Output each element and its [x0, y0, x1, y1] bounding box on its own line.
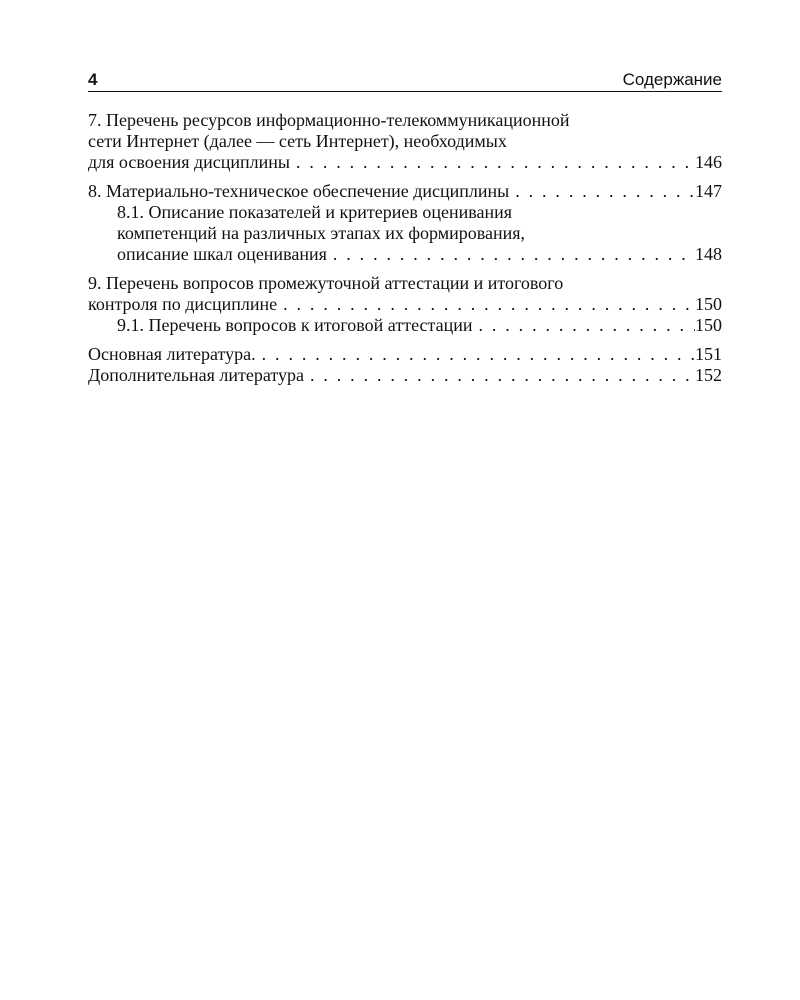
toc-entry-text: контроля по дисциплине [88, 294, 278, 314]
dot-leader [472, 315, 695, 336]
toc-entry-8 [88, 181, 722, 202]
dot-leader [290, 152, 695, 173]
toc-page-number: 146 [695, 152, 722, 172]
toc-page-number: 152 [695, 365, 722, 385]
toc-page-number: 150 [695, 294, 722, 314]
toc-page-number: 150 [695, 315, 722, 335]
running-title: Содержание [622, 70, 722, 89]
toc-entry-8-1 [88, 202, 722, 265]
toc-entry-last-line [88, 181, 722, 202]
toc-entry-text: для освоения дисциплины [88, 152, 291, 172]
toc-entry-last-line [88, 294, 722, 315]
toc-entry-text: 8.1. Описание показателей и критериев оценивания [117, 202, 513, 222]
toc-entry-text: сети Интернет (далее — сеть Интернет), необходимых [88, 131, 507, 151]
dot-leader [509, 181, 695, 202]
toc-entry-last-line [88, 152, 722, 173]
page-number: 4 [88, 70, 98, 89]
toc-entry-9-1 [88, 315, 722, 336]
toc-entry-text: 7. Перечень ресурсов информационно-телекоммуникационной [88, 110, 570, 130]
toc-page-number: 147 [695, 181, 722, 201]
table-of-contents [88, 110, 722, 386]
toc-entry-last-line [117, 315, 722, 336]
dot-leader [277, 294, 695, 315]
toc-page-number: 151 [695, 344, 722, 364]
toc-entry-last-line [117, 244, 722, 265]
toc-entry-9 [88, 273, 722, 315]
toc-entry-text: 9.1. Перечень вопросов к итоговой аттестации [117, 315, 473, 335]
toc-entry-additional-literature [88, 365, 722, 386]
running-header [88, 69, 722, 92]
dot-leader [327, 244, 695, 265]
toc-entry-text: Основная литература. [88, 344, 256, 364]
toc-entry-7 [88, 110, 722, 173]
toc-page-number: 148 [695, 244, 722, 264]
toc-entry-text: 8. Материально-техническое обеспечение дисциплины [88, 181, 510, 201]
toc-entry-last-line [88, 344, 722, 365]
dot-leader [304, 365, 695, 386]
dot-leader [256, 344, 695, 365]
toc-entry-last-line [88, 365, 722, 386]
toc-entry-text: компетенций на различных этапах их формирования, [117, 223, 526, 243]
toc-entry-text: 9. Перечень вопросов промежуточной аттестации и итогового [88, 273, 564, 293]
toc-entry-main-literature [88, 344, 722, 365]
toc-entry-text: описание шкал оценивания [117, 244, 327, 264]
toc-entry-text: Дополнительная литература [88, 365, 304, 385]
